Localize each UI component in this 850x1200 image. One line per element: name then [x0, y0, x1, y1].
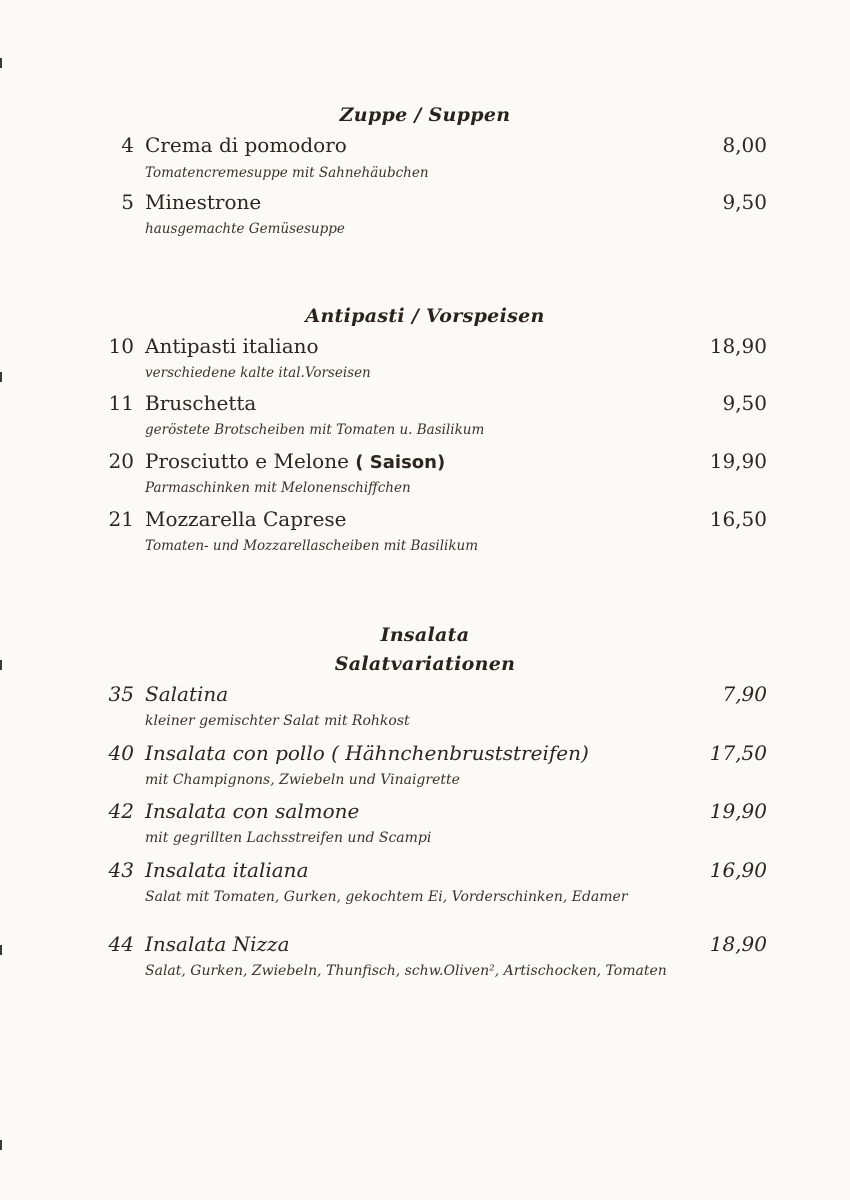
item-price: 17,50 [709, 741, 767, 765]
item-number: 44 [108, 932, 134, 956]
item-number: 4 [121, 133, 134, 157]
item-number: 20 [108, 449, 134, 473]
item-number: 40 [108, 741, 134, 765]
item-description: Salat mit Tomaten, Gurken, gekochtem Ei, Vorderschinken, Edamer [145, 889, 628, 905]
item-number: 10 [108, 334, 134, 358]
item-price: 18,90 [709, 932, 767, 956]
item-name [145, 449, 445, 473]
item-name: Insalata italiana [145, 858, 309, 882]
item-description: Tomaten- und Mozzarellascheiben mit Basilikum [145, 538, 479, 554]
item-price: 16,50 [709, 507, 767, 531]
item-number: 11 [108, 391, 134, 415]
item-price: 19,90 [709, 449, 767, 473]
section-heading-suppen: Zuppe / Suppen [339, 104, 511, 126]
item-description: Parmaschinken mit Melonenschiffchen [145, 480, 411, 496]
item-description: kleiner gemischter Salat mit Rohkost [145, 713, 410, 729]
item-number: 5 [121, 190, 134, 214]
item-description: verschiedene kalte ital.Vorseisen [145, 365, 371, 381]
item-price: 9,50 [722, 190, 767, 214]
item-name-note: ( Saison) [355, 452, 446, 473]
item-name: Insalata con pollo ( Hähnchenbruststreifen) [145, 741, 589, 765]
item-price: 16,90 [709, 858, 767, 882]
item-description: Salat, Gurken, Zwiebeln, Thunfisch, schw.Oliven², Artischocken, Tomaten [145, 963, 667, 979]
item-description: mit gegrillten Lachsstreifen und Scampi [145, 830, 432, 846]
item-description: hausgemachte Gemüsesuppe [145, 221, 345, 237]
section-heading-insalata: Insalata [380, 624, 470, 646]
binding-mark [0, 1140, 2, 1150]
item-name: Mozzarella Caprese [145, 507, 347, 531]
item-price: 8,00 [722, 133, 767, 157]
item-number: 21 [108, 507, 134, 531]
binding-mark [0, 372, 2, 382]
item-description: geröstete Brotscheiben mit Tomaten u. Basilikum [145, 422, 485, 438]
item-name: Insalata con salmone [145, 799, 360, 823]
item-price: 9,50 [722, 391, 767, 415]
item-name: Salatina [145, 682, 229, 706]
item-name: Crema di pomodoro [145, 133, 347, 157]
item-name-text: Prosciutto e Melone [145, 449, 349, 473]
item-name: Insalata Nizza [145, 932, 290, 956]
binding-mark [0, 58, 2, 68]
binding-mark [0, 945, 2, 955]
item-description: mit Champignons, Zwiebeln und Vinaigrette [145, 772, 460, 788]
item-description: Tomatencremesuppe mit Sahnehäubchen [145, 165, 429, 181]
item-price: 7,90 [722, 682, 767, 706]
item-name: Bruschetta [145, 391, 257, 415]
item-price: 19,90 [709, 799, 767, 823]
item-name: Antipasti italiano [145, 334, 319, 358]
item-name: Minestrone [145, 190, 262, 214]
item-number: 35 [108, 682, 134, 706]
section-heading-vorspeisen: Antipasti / Vorspeisen [305, 305, 545, 327]
item-price: 18,90 [709, 334, 767, 358]
section-subheading-salatvariationen: Salatvariationen [334, 653, 516, 675]
item-number: 42 [108, 799, 134, 823]
item-number: 43 [108, 858, 134, 882]
